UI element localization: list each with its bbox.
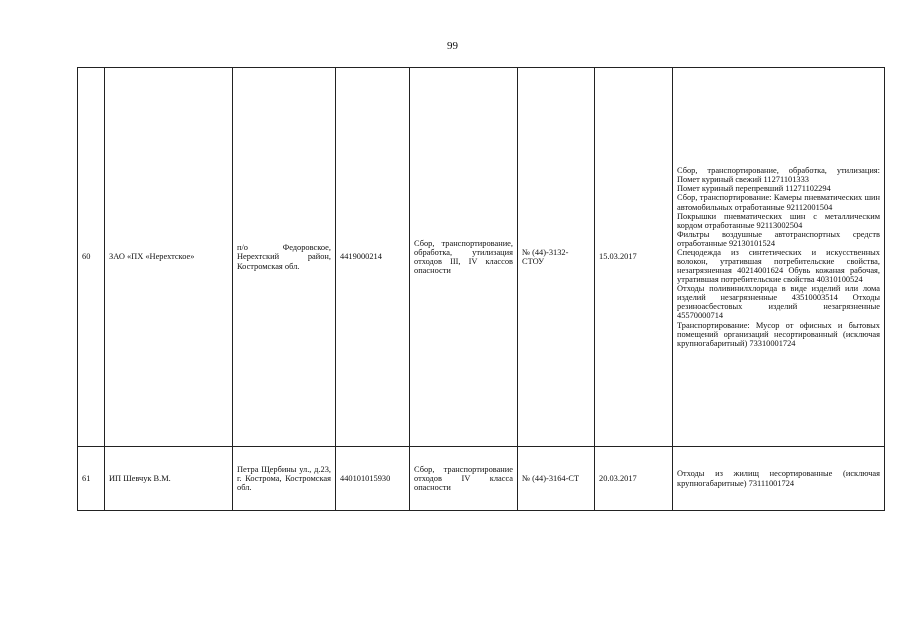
- organization-name: ИП Шевчук В.М.: [105, 447, 233, 511]
- table-row: [78, 68, 885, 447]
- page-number: 99: [447, 40, 458, 52]
- organization-name: ЗАО «ПХ «Нерехтское»: [105, 68, 233, 447]
- licensed-activity: Сбор, транспортирование отходов IV класса опасности: [410, 447, 518, 511]
- table-row: [78, 447, 885, 511]
- license-number: № (44)-3164-СТ: [518, 447, 595, 511]
- licensed-activity: Сбор, транспортирование, обработка, утилизация отходов III, IV классов опасности: [410, 68, 518, 447]
- waste-list-text: Сбор, транспортирование, обработка, утилизация: Помет куриный свежий 11271101333 Помет куриный перепревший 11271102294 Сбор, транспортирование: Камеры пневматических шин автомобильных отработанные 92112001504 Покрышки пневматических шин с металлическим кордом отработанные 92113002504 Фильтры воздушные автотранспортных средств отработанные 92130101524 Спецодежда из синтетических и искусственных волокон, утратившая потребительские свойства, незагрязненная 40214001624 Обувь кожаная рабочая, утратившая потребительские свойства 40310100524 Отходы поливинилхлорида в виде изделий или лома изделий незагрязненные 43510003514 Отходы резиноасбестовых изделий незагрязненные 45570000714 Транспортирование: Мусор от офисных и бытовых помещений организаций несортированный (исключая крупногабаритный) 73310001724: [677, 166, 880, 348]
- license-date: 15.03.2017: [595, 68, 673, 447]
- organization-address: п/о Федоровское, Нерехтский район, Костромская обл.: [233, 68, 336, 447]
- organization-inn: 440101015930: [336, 447, 410, 511]
- license-number: № (44)-3132-СТОУ: [518, 68, 595, 447]
- waste-list-text: Отходы из жилищ несортированные (исключая крупногабаритные) 73111001724: [677, 469, 880, 488]
- row-number: 60: [78, 68, 105, 447]
- license-registry-table: [77, 67, 885, 511]
- row-number: 61: [78, 447, 105, 511]
- waste-list: [673, 68, 885, 447]
- organization-inn: 4419000214: [336, 68, 410, 447]
- waste-list: [673, 447, 885, 511]
- license-date: 20.03.2017: [595, 447, 673, 511]
- organization-address: Петра Щербины ул., д.23, г. Кострома, Костромская обл.: [233, 447, 336, 511]
